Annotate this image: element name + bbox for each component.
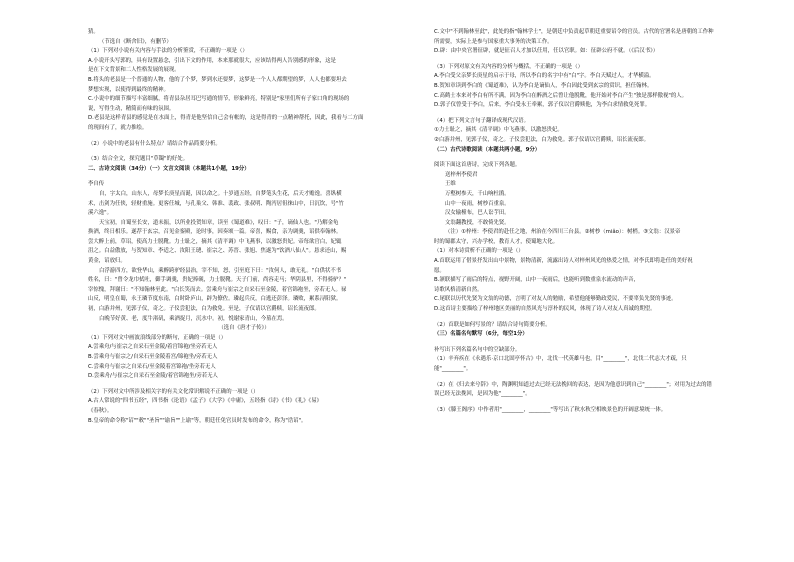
left-line: 说，写得生动，精简而有味的氛围。 xyxy=(88,105,175,112)
left-line: 是在下文背景和二人性格发展的展现。 xyxy=(88,67,180,74)
right-line: （二）古代诗歌阅读（本题共两小题，9分） xyxy=(434,146,541,153)
right-line: C.文中"不到翰林至此"，此处的指"翰林学士"，是朝廷中负责起草朝廷重要诏令的官员。古代的官署名是唐朝的工作种 xyxy=(434,29,714,35)
right-line: A.李白受父亲梦长庚星的启示于母，所以李白的名字中有"白"字。李白天赋过人，才华横溢。 xyxy=(434,73,655,80)
right-line: B.颔联描写了雨后的特点，视野开阔，山中一夜雨后，也能听到数重泉水流动的声音， xyxy=(434,277,639,284)
right-line: D.郭子仪曾受于李白，后来，李白受永王牵累，郭子仪以官爵赎他，为李白求情救免死罪。 xyxy=(434,102,651,109)
right-line: ①力士耻之，摘其《清平调》中飞燕事，以激怒贵妃。 xyxy=(434,127,563,134)
right-line: （4）把下列文言句子翻译成现代汉语。 xyxy=(434,117,530,124)
left-line: A.古人常说的"四书五经"，四书指《论语》《孟子》《大学》《中庸》，五经指《诗》《书》《礼》《易》 xyxy=(88,398,322,405)
right-line: D.辟：由中央官署征辟，就是征召人才加以任用，任以官职。如：征辟公府不就。（《后汉书》） xyxy=(434,48,659,55)
left-line: （3）结合全文，探究题目"草镯"的好处。 xyxy=(88,156,189,163)
right-line: 误已经无法挽回，是因为他"________"。 xyxy=(434,391,531,398)
left-line: C.小说中的细节描写丰富细腻，将青县杂居耳巴写通的情节，形象鲜亮，特别是"家里们所有子家口角的现场的 xyxy=(88,96,350,103)
left-line: （选自《唐才子传》） xyxy=(218,325,270,332)
right-line: 文翁翻教授，不敢倚先贤。 xyxy=(445,219,510,226)
left-line: D.老县是这样青县的感觉是在水面上，得青是他坚信自己会有帐的，这是得青的一点精神帮托，因此，我看与二方面 xyxy=(88,115,364,122)
right-line: B.贺知章读到李白的《蜀道难》，认为李白是谪仙人，李白因此受到玄宗的赏识，担任翰林。 xyxy=(434,82,653,89)
left-line: C.尝乘舟与崔宗之自采石/至金陵着宫锦袍/坐旁若无人 xyxy=(88,363,216,370)
right-line: （注）①梓州：李使君的赴任之地，州治在今四川三台县。②树杪（miǎo）：树梢。③文翁：汉景帝 xyxy=(445,229,681,236)
left-line: （节选自《断舍旧》，有删节） xyxy=(99,38,172,45)
left-line: 溪六逸"。 xyxy=(88,210,113,217)
right-line: 王维 xyxy=(445,181,456,188)
right-line: 阅读下面这首唐诗，完成下列各题。 xyxy=(434,162,521,169)
left-line: B.将头的老县是一个普通的人物，他的了个梦，梦到水还要梦，这梦是一个人人都期望的梦，人人也都要坦去 xyxy=(88,76,347,83)
left-line: 白浮游四方，欲登华山，乘醉跨驴经县治，宰不知，怒，引至庭下曰："汝何人，敢无礼。"白供状不书 xyxy=(99,267,342,274)
left-line: （1）下列对文中画波浪线部分的断句，正确的一项是（） xyxy=(88,334,227,341)
right-line: （1）辛弃疾在《永遇乐·京口北固亭怀古》中，北伐一代英雄马也，目"________"，北伐二代志大才疏，只 xyxy=(434,356,687,363)
right-line: （2）首联是如何写景的？请结合诗句简要分析。 xyxy=(434,321,551,328)
left-line: 宰惊愧，拜谢曰："不知翰林至此。"白长笑而去。尝乘舟与崔宗之自采石至金陵，着宫锦袍坐，旁若无人。禄 xyxy=(88,286,347,293)
left-line: 黄金，诏放归。 xyxy=(88,258,126,265)
left-line: 二、古诗文阅读（34分）（一）文言文阅读（本题共1小题，19分） xyxy=(88,165,250,172)
left-line: 天宝初，自蜀至长安，道未振，以所业投贺知章，读至《蜀道难》，叹曰："子，谪仙人也。"乃解金龟 xyxy=(99,219,339,226)
right-line: A.首联运用了借景抒发出山中景物，景物清新，流露出诗人对梓州风光的热爱之情，对李氏即将赴任的美好祝 xyxy=(434,258,693,265)
right-line: D.这首诗主要描绘了梓州地区美丽的自然风光与淳朴的民风，体现了诗人对友人真诚的期望。 xyxy=(434,306,656,313)
left-line: 沮之。白益傲放，与贺知章、李适之、汝阳王琎、崔宗之、苏晋、张旭、焦遂为"饮酒八仙人"。恳求还山，赐 xyxy=(88,248,347,255)
right-line: （三）名篇名句默写（6分，每空1分） xyxy=(434,331,528,338)
left-line: B.皇帝的命令称"诏""敕""圣旨""谕旨""上谕"等，朝廷任免官员时发布的命令，称为"诰诏"。 xyxy=(88,417,307,424)
right-line: 愿。 xyxy=(434,267,445,274)
left-line: 李自传 xyxy=(88,181,105,188)
left-line: 《春秋》。 xyxy=(88,407,113,414)
left-line: A.小说开头写郭的，具有设置悬念，引出下文的作用，本来那就很大，应该结得两人告别感的形象，这是 xyxy=(88,57,336,64)
right-line: （1）对本诗赏析不正确的一项是（） xyxy=(434,248,524,255)
left-line: （1）下列对小说有关内容与手法的分析鉴赏，不正确的一项是（） xyxy=(88,48,248,55)
left-column xyxy=(88,28,400,426)
left-line: 梦想实现，以使得到最终的精神。 xyxy=(88,86,169,93)
right-line: C.高鹤士本来对李白有所不满，因为李白在醉酒之后曾让他脱靴，他开始对李白产生"独是那样傲视"的人。 xyxy=(434,92,688,99)
left-line: （2）小说中的老县有什么特点？请结合作品简要分析。 xyxy=(88,140,221,147)
left-line: D.尝乘舟/与崔宗之自采石至金陵/着宫锦袍坐/旁若无人 xyxy=(88,373,218,380)
left-line: 姓名，曰："曾令龙巾拭吐，御手调羹，贵妃捧砚，力士脱靴。天子门前，尚容走马；华阴县里，不得骑驴？" xyxy=(88,277,347,284)
right-line: 汉女输橦布，巴人讼芋田。 xyxy=(445,210,510,217)
right-line: ②白游并州，见郭子仪，奇之。子仪尝犯法，白为救免。郭子仪请以官爵赎，诏长流夜郎。 xyxy=(434,136,650,143)
left-line: 术，击剑为任侠，轻财重施。更客任城，与孔巢父、韩准、裴政、张叔明、陶沔居徂徕山中，日沉饮，号"竹 xyxy=(88,200,344,207)
left-line: （2）下列对文中所涉及相关字的有关文化常识解说不正确的一项是（） xyxy=(88,388,259,395)
right-line: （2）在《归去来兮辞》中，陶渊明知道过去已经无法挽回的表达，是因为他意识到自己"________"；对用为过去的错 xyxy=(434,381,712,388)
right-line: 万壑树参天，千山响杜鹃。 xyxy=(445,190,510,197)
right-line: 所需要，实际上是参与国家重大事务的决策工作。 xyxy=(434,38,553,45)
right-line: （3）下列对原文有关内容的分析与概括，不正确的一项是（） xyxy=(434,63,583,70)
right-line: 送梓州李使君 xyxy=(445,171,478,178)
left-line: 的现间有了，就力推绘。 xyxy=(88,124,148,131)
right-line: 诗歌风格清新自然。 xyxy=(434,286,483,293)
left-line: 尝大醉上前，草诏，使高力士脱靴。力士耻之，摘其《清平调》中飞燕事，以激怒贵妃。帝每欲官白，妃辄 xyxy=(88,238,342,245)
left-line: 初，白游并州，见郭子仪，奇之。子仪尝犯法，白为救免。至是，子仪请以官爵赎，诏长流夜郎。 xyxy=(88,306,320,313)
right-line: 山中一夜雨，树杪百重泉。 xyxy=(445,200,510,207)
left-line: 换酒，终日相乐。遂荐于玄宗，召见金銮殿，论时事，因奏颂一篇。帝喜，赐食，亲为调羹，诏供奉翰林。 xyxy=(88,229,342,236)
left-line: B.尝乘舟与崔宗之/自采石至金陵着宫/锦袍坐/旁若无人 xyxy=(88,354,218,360)
right-line: 时的蜀郡太守，兴办学校，教育人才，使蜀地大化。 xyxy=(434,238,558,245)
right-line: （3）《滕王阁序》中作者用"________，________"等写出了秋水秋空相映景色的开阔意境统一体。 xyxy=(434,406,667,413)
right-column xyxy=(434,28,764,415)
left-line: 白晚节好黄、老，度牛渚矶，乘酒捉月，沉水中。初，悦谢家青山，今墓在焉。 xyxy=(99,315,288,322)
left-line: 猜。 xyxy=(88,29,99,35)
left-line: 山反，明皇在蜀，永王璘节度东南，白时卧庐山，辟为僚佐。璘起兵反，白逃还彭泽。璘败，累系浔阳狱。 xyxy=(88,296,342,303)
right-line: C.尾联以历代先贤为文翁的功德，言明了对友人的勉励，希望他能够勤政爱民，不要辜负先贤的事迹。 xyxy=(434,296,677,303)
left-line: 自，字太白，山东人，母梦长庚星而诞，因以命之。十岁通五经，自梦笔头生花，后天才赡逸。喜纵横 xyxy=(99,190,342,197)
right-line: 补写出下列名篇名句中的空缺部分。 xyxy=(434,346,521,353)
left-line: A.尝乘舟/与崔宗之自采石至金陵/着宫锦袍/坐旁若无人 xyxy=(88,344,218,351)
right-line: 能"________"。 xyxy=(434,366,472,372)
